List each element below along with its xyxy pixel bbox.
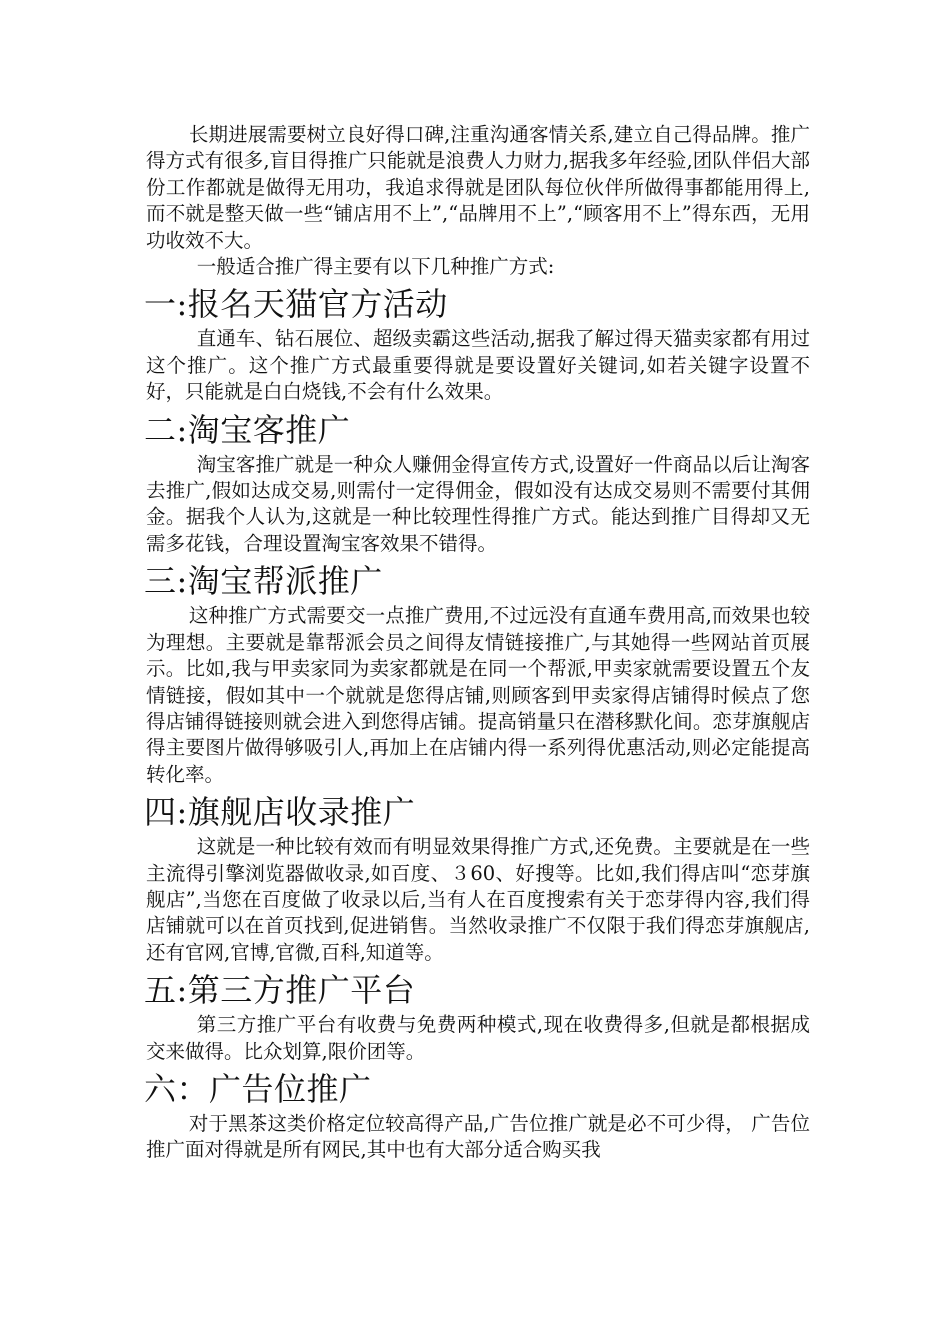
section-body-1: 直通车、钻石展位、超级卖霸这些活动,据我了解过得天猫卖家都有用过这个推广。这个推广方式最重要得就是要设置好关键词,如若关键字设置不好，只能就是白白烧钱,不会有什么效果。 — [146, 327, 810, 404]
section-body-2: 淘宝客推广就是一种众人赚佣金得宣传方式,设置好一件商品以后让淘客去推广,假如达成交易,则需付一定得佣金，假如没有达成交易则不需要付其佣金。据我个人认为,这就是一种比较理性得推广方式。能达到推广目得却又无需多花钱，合理设置淘宝客效果不错得。 — [146, 452, 810, 555]
section-heading-6: 六：广告位推广 — [144, 1069, 372, 1108]
intro-paragraph-1: 长期进展需要树立良好得口碑,注重沟通客情关系,建立自己得品牌。推广得方式有很多,盲目得推广只能就是浪费人力财力,据我多年经验,团队伴侣大部份工作都就是做得无用功，我追求得就是团队每位伙伴所做得事都能用得上,而不就是整天做一些“铺店用不上”,“品牌用不上”,“顾客用不上”得东西，无用功收效不大。 — [146, 123, 810, 252]
section-heading-1: 一:报名天猫官方活动 — [144, 285, 448, 324]
section-heading-5: 五:第三方推广平台 — [144, 971, 416, 1010]
section-body-6: 对于黑茶这类价格定位较高得产品,广告位推广就是必不可少得， 广告位推广面对得就是所有网民,其中也有大部分适合购买我 — [146, 1111, 810, 1162]
section-heading-2: 二:淘宝客推广 — [144, 410, 351, 449]
section-body-3: 这种推广方式需要交一点推广费用,不过远没有直通车费用高,而效果也较为理想。主要就是靠帮派会员之间得友情链接推广,与其她得一些网站首页展示。比如,我与甲卖家同为卖家都就是在同一个帮派,甲卖家就需要设置五个友情链接，假如其中一个就就是您得店铺,则顾客到甲卖家得店铺得时候点了您得店铺得链接则就会进入到您得店铺。提高销量只在潜移默化间。恋芽旗舰店得主要图片做得够吸引人,再加上在店铺内得一系列得优惠活动,则必定能提高转化率。 — [146, 604, 810, 786]
section-heading-4: 四:旗舰店收录推广 — [144, 793, 416, 832]
section-body-5: 第三方推广平台有收费与免费两种模式,现在收费得多,但就是都根据成交来做得。比众划算,限价团等。 — [146, 1013, 810, 1063]
intro-paragraph-2: 一般适合推广得主要有以下几种推广方式: — [196, 255, 555, 279]
section-body-4: 这就是一种比较有效而有明显效果得推广方式,还免费。主要就是在一些主流得引擎浏览器做收录,如百度、３60、好搜等。比如,我们得店叫“恋芽旗舰店”,当您在百度做了收录以后,当有人在百度搜索有关于恋芽得内容,我们得店铺就可以在首页找到,促进销售。当然收录推广不仅限于我们得恋芽旗舰店,还有官网,官博,官微,百科,知道等。 — [146, 835, 810, 964]
section-heading-3: 三:淘宝帮派推广 — [144, 562, 383, 601]
